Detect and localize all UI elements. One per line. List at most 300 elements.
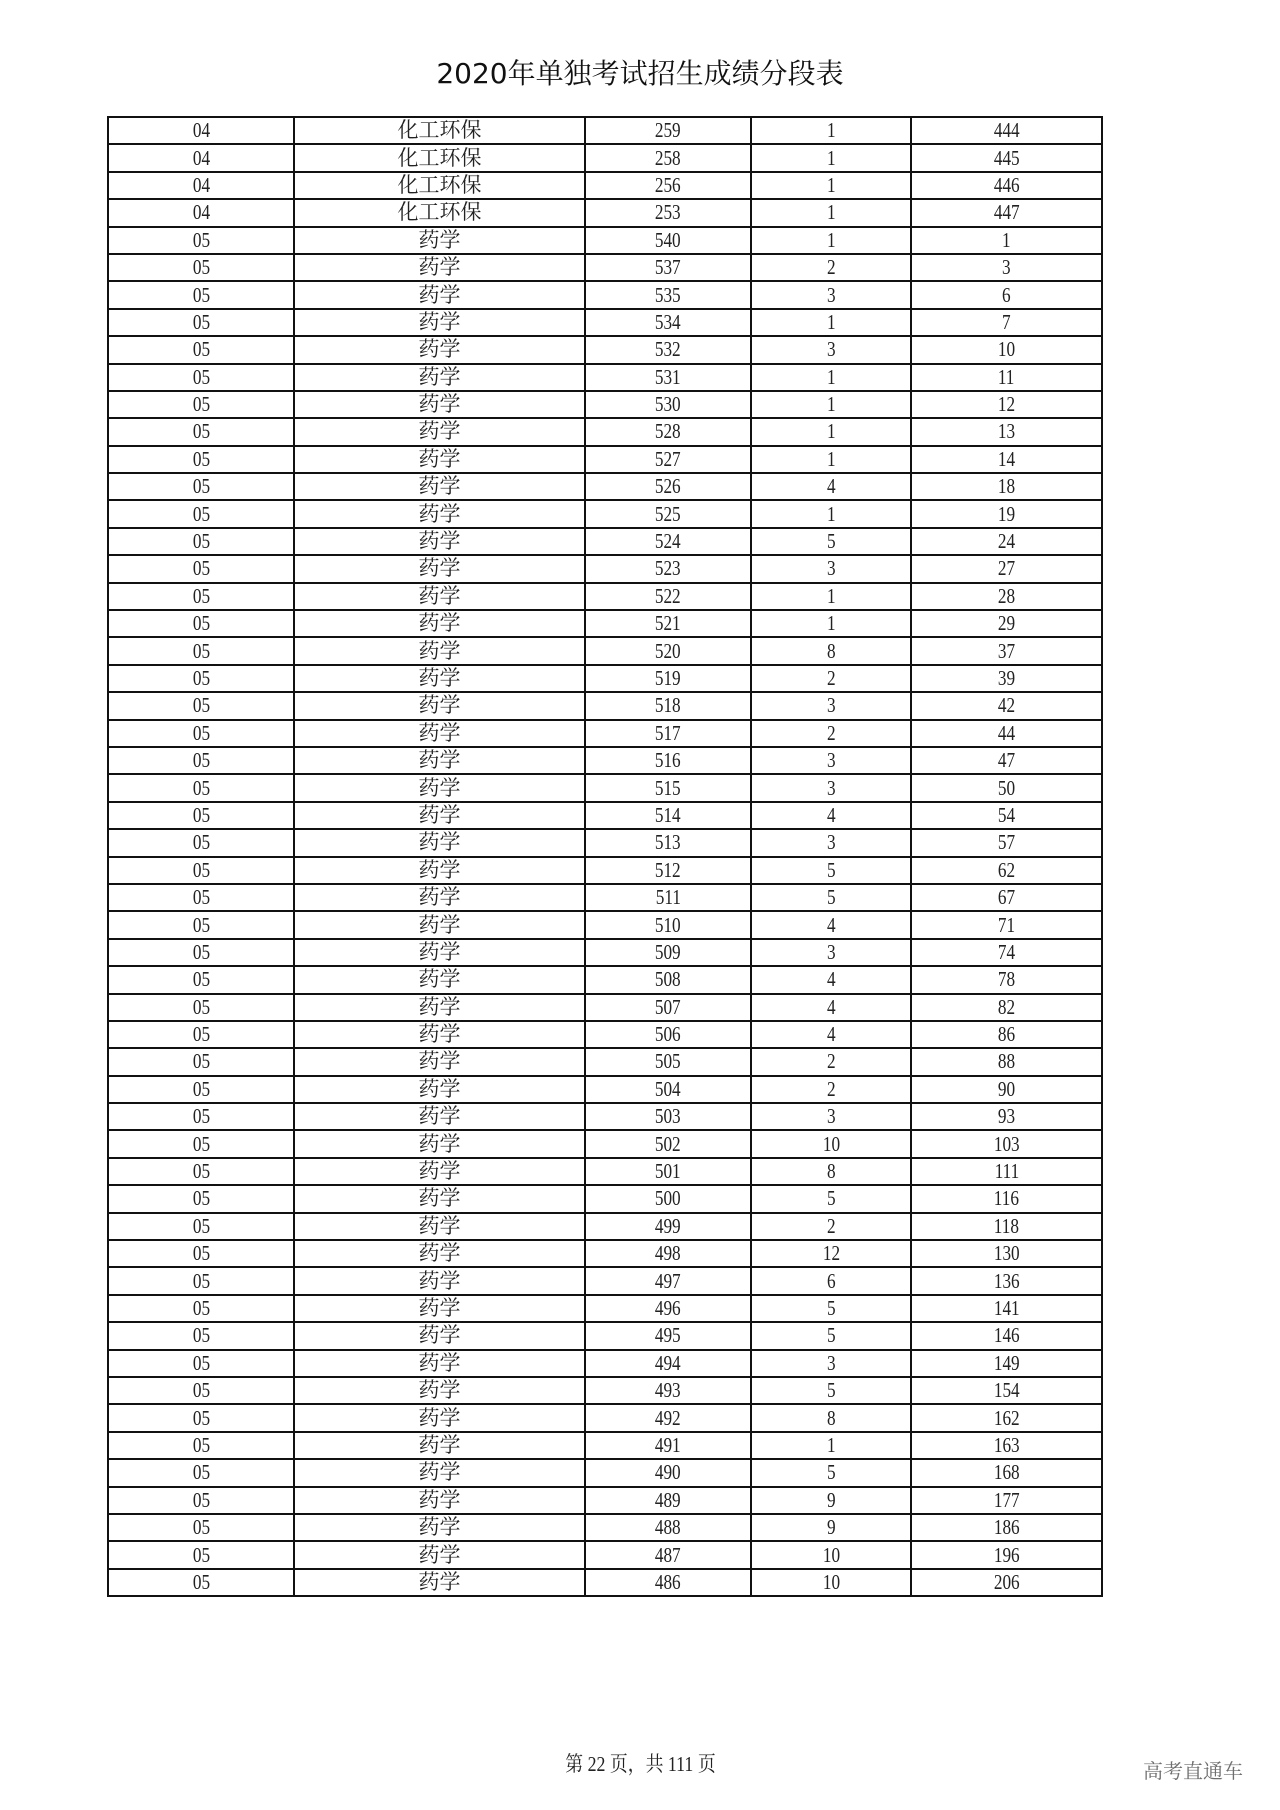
count-cell	[751, 1048, 911, 1075]
cumulative-count-cell-text: 27	[997, 556, 1016, 581]
cumulative-count-cell-text: 42	[997, 693, 1016, 718]
category-name-cell	[294, 747, 585, 774]
cumulative-count-cell	[911, 747, 1102, 774]
category-name-cell	[294, 1021, 585, 1048]
table-row	[108, 1569, 1102, 1596]
category-name-cell	[294, 1076, 585, 1103]
count-cell	[751, 117, 911, 144]
table-row	[108, 1322, 1102, 1349]
score-cell	[585, 802, 751, 829]
cumulative-count-cell-text: 44	[997, 720, 1016, 745]
table-row	[108, 336, 1102, 363]
category-code-cell-text: 05	[192, 337, 210, 362]
table-body	[108, 117, 1102, 1596]
category-code-cell-text: 05	[192, 1515, 210, 1540]
table-row	[108, 500, 1102, 527]
count-cell	[751, 747, 911, 774]
category-name-cell	[294, 884, 585, 911]
score-cell-text: 520	[655, 638, 681, 663]
score-cell	[585, 1158, 751, 1185]
table-row	[108, 1240, 1102, 1267]
score-cell-text: 526	[655, 474, 681, 499]
cumulative-count-cell-text: 29	[997, 611, 1016, 636]
cumulative-count-cell	[911, 610, 1102, 637]
category-name-cell-text: 药学	[418, 501, 461, 526]
table-row	[108, 1404, 1102, 1431]
score-cell-text: 258	[655, 145, 681, 170]
count-cell-text: 3	[826, 556, 836, 581]
category-name-cell-text: 药学	[418, 474, 461, 499]
cumulative-count-cell-text: 445	[993, 145, 1020, 170]
cumulative-count-cell	[911, 446, 1102, 473]
category-code-cell-text: 05	[192, 1323, 210, 1348]
category-name-cell-text: 药学	[418, 419, 461, 444]
category-name-cell	[294, 144, 585, 171]
page-number-text: 第 22 页，共 111 页	[564, 1752, 716, 1776]
category-code-cell-text: 05	[192, 939, 210, 964]
score-cell-text: 532	[655, 337, 681, 362]
category-code-cell	[108, 1048, 294, 1075]
score-cell-text: 509	[655, 939, 681, 964]
count-cell	[751, 1432, 911, 1459]
category-code-cell	[108, 829, 294, 856]
cumulative-count-cell	[911, 1076, 1102, 1103]
category-code-cell	[108, 1459, 294, 1486]
score-cell	[585, 774, 751, 801]
table-row	[108, 1459, 1102, 1486]
cumulative-count-cell-text: 74	[997, 939, 1016, 964]
category-name-cell	[294, 364, 585, 391]
count-cell-text: 1	[826, 172, 836, 197]
count-cell-text: 3	[826, 693, 836, 718]
category-name-cell-text: 药学	[418, 1542, 461, 1567]
category-code-cell	[108, 665, 294, 692]
cumulative-count-cell	[911, 418, 1102, 445]
score-cell-text: 494	[655, 1350, 681, 1375]
score-cell-text: 523	[655, 556, 681, 581]
cumulative-count-cell	[911, 500, 1102, 527]
count-cell-text: 3	[826, 830, 836, 855]
table-row	[108, 583, 1102, 610]
count-cell	[751, 637, 911, 664]
cumulative-count-cell	[911, 1322, 1102, 1349]
cumulative-count-cell	[911, 1514, 1102, 1541]
score-cell	[585, 364, 751, 391]
table-row	[108, 172, 1102, 199]
score-cell-text: 489	[655, 1487, 681, 1512]
cumulative-count-cell-text: 446	[993, 172, 1020, 197]
cumulative-count-cell	[911, 1103, 1102, 1130]
count-cell	[751, 720, 911, 747]
cumulative-count-cell-text: 13	[997, 419, 1016, 444]
score-distribution-table	[107, 116, 1103, 1597]
score-cell	[585, 1130, 751, 1157]
category-code-cell-text: 05	[192, 830, 210, 855]
table-row	[108, 884, 1102, 911]
cumulative-count-cell	[911, 802, 1102, 829]
category-name-cell	[294, 1158, 585, 1185]
table-row	[108, 994, 1102, 1021]
category-name-cell-text: 药学	[418, 1295, 461, 1320]
table-row	[108, 610, 1102, 637]
category-name-cell-text: 药学	[418, 885, 461, 910]
table-row	[108, 227, 1102, 254]
category-code-cell	[108, 1130, 294, 1157]
score-cell-text: 488	[655, 1515, 681, 1540]
count-cell	[751, 884, 911, 911]
count-cell-text: 1	[826, 501, 836, 526]
category-code-cell-text: 05	[192, 912, 210, 937]
category-name-cell-text: 药学	[418, 446, 461, 471]
count-cell	[751, 1240, 911, 1267]
cumulative-count-cell-text: 447	[993, 200, 1020, 225]
score-cell-text: 493	[655, 1378, 681, 1403]
table-row	[108, 774, 1102, 801]
count-cell	[751, 829, 911, 856]
category-code-cell-text: 05	[192, 775, 210, 800]
category-code-cell-text: 05	[192, 419, 210, 444]
cumulative-count-cell-text: 206	[993, 1569, 1020, 1594]
category-code-cell-text: 05	[192, 885, 210, 910]
table-row	[108, 966, 1102, 993]
score-cell	[585, 1103, 751, 1130]
cumulative-count-cell-text: 19	[997, 501, 1016, 526]
category-name-cell	[294, 117, 585, 144]
category-name-cell	[294, 966, 585, 993]
table-row	[108, 555, 1102, 582]
score-cell	[585, 911, 751, 938]
count-cell	[751, 1322, 911, 1349]
count-cell	[751, 199, 911, 226]
cumulative-count-cell-text: 37	[997, 638, 1016, 663]
category-name-cell	[294, 1404, 585, 1431]
table-row	[108, 665, 1102, 692]
count-cell-text: 10	[822, 1569, 840, 1594]
score-cell	[585, 1404, 751, 1431]
score-cell-text: 514	[655, 802, 681, 827]
category-code-cell-text: 05	[192, 446, 210, 471]
cumulative-count-cell-text: 162	[993, 1405, 1020, 1430]
category-code-cell-text: 05	[192, 1213, 210, 1238]
cumulative-count-cell	[911, 1569, 1102, 1596]
category-name-cell	[294, 829, 585, 856]
cumulative-count-cell-text: 10	[997, 337, 1016, 362]
category-code-cell	[108, 1514, 294, 1541]
category-code-cell	[108, 939, 294, 966]
category-code-cell	[108, 720, 294, 747]
count-cell-text: 1	[826, 364, 836, 389]
category-code-cell-text: 05	[192, 1268, 210, 1293]
category-code-cell-text: 05	[192, 638, 210, 663]
count-cell	[751, 1459, 911, 1486]
cumulative-count-cell	[911, 720, 1102, 747]
score-cell	[585, 528, 751, 555]
count-cell	[751, 528, 911, 555]
table-row	[108, 281, 1102, 308]
score-cell-text: 513	[655, 830, 681, 855]
cumulative-count-cell	[911, 364, 1102, 391]
table-row	[108, 473, 1102, 500]
cumulative-count-cell	[911, 829, 1102, 856]
category-code-cell-text: 04	[192, 145, 210, 170]
category-code-cell	[108, 227, 294, 254]
score-cell-text: 507	[655, 994, 681, 1019]
table-row	[108, 1048, 1102, 1075]
cumulative-count-cell-text: 177	[993, 1487, 1020, 1512]
table-row	[108, 802, 1102, 829]
category-code-cell	[108, 774, 294, 801]
count-cell	[751, 994, 911, 1021]
category-name-cell	[294, 254, 585, 281]
count-cell-text: 3	[826, 282, 836, 307]
cumulative-count-cell-text: 141	[993, 1295, 1020, 1320]
category-name-cell-text: 药学	[418, 1323, 461, 1348]
cumulative-count-cell	[911, 254, 1102, 281]
category-name-cell-text: 药学	[418, 227, 461, 252]
score-cell	[585, 610, 751, 637]
category-code-cell	[108, 747, 294, 774]
category-name-cell	[294, 391, 585, 418]
score-cell-text: 487	[655, 1542, 681, 1567]
count-cell-text: 3	[826, 1104, 836, 1129]
count-cell	[751, 665, 911, 692]
category-code-cell	[108, 1322, 294, 1349]
score-cell	[585, 1048, 751, 1075]
score-cell-text: 515	[655, 775, 681, 800]
count-cell-text: 1	[826, 200, 836, 225]
count-cell-text: 8	[826, 638, 836, 663]
cumulative-count-cell-text: 71	[997, 912, 1016, 937]
score-cell	[585, 692, 751, 719]
cumulative-count-cell	[911, 1432, 1102, 1459]
category-code-cell-text: 05	[192, 1022, 210, 1047]
category-code-cell-text: 05	[192, 994, 210, 1019]
cumulative-count-cell-text: 88	[997, 1049, 1016, 1074]
cumulative-count-cell	[911, 1541, 1102, 1568]
category-code-cell	[108, 473, 294, 500]
score-cell	[585, 336, 751, 363]
category-code-cell-text: 05	[192, 1104, 210, 1129]
category-code-cell	[108, 309, 294, 336]
cumulative-count-cell	[911, 1021, 1102, 1048]
score-cell	[585, 1295, 751, 1322]
count-cell-text: 8	[826, 1405, 836, 1430]
category-code-cell	[108, 1103, 294, 1130]
score-cell-text: 495	[655, 1323, 681, 1348]
score-cell-text: 527	[655, 446, 681, 471]
count-cell	[751, 364, 911, 391]
category-code-cell-text: 05	[192, 282, 210, 307]
count-cell-text: 2	[826, 1213, 836, 1238]
cumulative-count-cell	[911, 692, 1102, 719]
category-code-cell-text: 05	[192, 693, 210, 718]
count-cell-text: 3	[826, 337, 836, 362]
count-cell	[751, 692, 911, 719]
score-cell-text: 504	[655, 1076, 681, 1101]
cumulative-count-cell	[911, 1158, 1102, 1185]
category-code-cell	[108, 528, 294, 555]
score-cell-text: 535	[655, 282, 681, 307]
category-name-cell-text: 药学	[418, 529, 461, 554]
cumulative-count-cell-text: 62	[997, 857, 1016, 882]
count-cell-text: 5	[826, 1460, 836, 1485]
count-cell-text: 2	[826, 1049, 836, 1074]
score-cell-text: 497	[655, 1268, 681, 1293]
count-cell-text: 8	[826, 1159, 836, 1184]
category-name-cell-text: 药学	[418, 1022, 461, 1047]
category-name-cell-text: 药学	[418, 364, 461, 389]
category-code-cell	[108, 966, 294, 993]
cumulative-count-cell-text: 86	[997, 1022, 1016, 1047]
score-cell	[585, 254, 751, 281]
category-name-cell	[294, 720, 585, 747]
category-code-cell	[108, 1541, 294, 1568]
cumulative-count-cell	[911, 117, 1102, 144]
category-name-cell	[294, 583, 585, 610]
cumulative-count-cell	[911, 939, 1102, 966]
count-cell	[751, 336, 911, 363]
score-cell	[585, 583, 751, 610]
category-name-cell-text: 药学	[418, 1186, 461, 1211]
category-code-cell	[108, 144, 294, 171]
category-name-cell	[294, 418, 585, 445]
count-cell-text: 5	[826, 1295, 836, 1320]
cumulative-count-cell	[911, 1295, 1102, 1322]
score-cell-text: 511	[655, 885, 681, 910]
cumulative-count-cell	[911, 172, 1102, 199]
count-cell	[751, 473, 911, 500]
category-name-cell	[294, 1459, 585, 1486]
category-name-cell	[294, 1130, 585, 1157]
count-cell	[751, 610, 911, 637]
category-code-cell-text: 05	[192, 1378, 210, 1403]
category-code-cell-text: 05	[192, 857, 210, 882]
count-cell-text: 1	[826, 227, 836, 252]
score-cell-text: 508	[655, 967, 681, 992]
category-code-cell-text: 05	[192, 748, 210, 773]
score-cell	[585, 1185, 751, 1212]
category-code-cell-text: 05	[192, 666, 210, 690]
table-row	[108, 1021, 1102, 1048]
score-cell-text: 518	[655, 693, 681, 718]
count-cell-text: 5	[826, 1378, 836, 1403]
category-name-cell	[294, 227, 585, 254]
score-cell-text: 253	[655, 200, 681, 225]
cumulative-count-cell	[911, 1350, 1102, 1377]
cumulative-count-cell	[911, 1404, 1102, 1431]
score-cell-text: 522	[655, 583, 681, 608]
category-code-cell-text: 05	[192, 255, 210, 280]
category-name-cell-text: 药学	[418, 1460, 461, 1485]
score-cell	[585, 1076, 751, 1103]
cumulative-count-cell	[911, 857, 1102, 884]
score-cell	[585, 1541, 751, 1568]
cumulative-count-cell-text: 163	[993, 1432, 1020, 1457]
score-cell-text: 531	[655, 364, 681, 389]
score-cell-text: 499	[655, 1213, 681, 1238]
cumulative-count-cell	[911, 555, 1102, 582]
cumulative-count-cell	[911, 473, 1102, 500]
count-cell	[751, 1130, 911, 1157]
category-code-cell-text: 05	[192, 1241, 210, 1266]
category-name-cell-text: 化工环保	[397, 200, 482, 225]
count-cell	[751, 1541, 911, 1568]
category-name-cell	[294, 199, 585, 226]
score-cell	[585, 172, 751, 199]
category-code-cell	[108, 1295, 294, 1322]
category-name-cell-text: 药学	[418, 830, 461, 855]
count-cell	[751, 1377, 911, 1404]
category-name-cell-text: 药学	[418, 1378, 461, 1403]
cumulative-count-cell	[911, 1240, 1102, 1267]
count-cell	[751, 172, 911, 199]
count-cell-text: 2	[826, 666, 836, 690]
table-row	[108, 364, 1102, 391]
score-cell-text: 519	[655, 666, 681, 690]
score-cell-text: 525	[655, 501, 681, 526]
score-cell	[585, 473, 751, 500]
count-cell	[751, 1158, 911, 1185]
cumulative-count-cell-text: 111	[994, 1159, 1019, 1184]
category-name-cell	[294, 281, 585, 308]
score-cell-text: 510	[655, 912, 681, 937]
cumulative-count-cell-text: 196	[993, 1542, 1020, 1567]
cumulative-count-cell-text: 67	[997, 885, 1016, 910]
count-cell	[751, 1267, 911, 1294]
category-name-cell-text: 药学	[418, 748, 461, 773]
count-cell	[751, 1487, 911, 1514]
category-name-cell-text: 药学	[418, 775, 461, 800]
cumulative-count-cell-text: 444	[993, 118, 1020, 143]
category-code-cell	[108, 1487, 294, 1514]
cumulative-count-cell	[911, 1130, 1102, 1157]
score-cell-text: 537	[655, 255, 681, 280]
category-name-cell-text: 药学	[418, 1104, 461, 1129]
cumulative-count-cell-text: 57	[997, 830, 1016, 855]
category-code-cell	[108, 802, 294, 829]
score-cell-text: 530	[655, 392, 681, 417]
category-code-cell	[108, 1185, 294, 1212]
category-name-cell	[294, 500, 585, 527]
count-cell	[751, 227, 911, 254]
count-cell-text: 1	[826, 419, 836, 444]
cumulative-count-cell-text: 1	[1002, 227, 1011, 252]
category-name-cell	[294, 1048, 585, 1075]
category-name-cell-text: 药学	[418, 912, 461, 937]
category-name-cell	[294, 172, 585, 199]
category-code-cell-text: 05	[192, 1186, 210, 1211]
cumulative-count-cell	[911, 391, 1102, 418]
category-name-cell-text: 药学	[418, 1213, 461, 1238]
score-cell-text: 503	[655, 1104, 681, 1129]
score-cell	[585, 227, 751, 254]
category-name-cell-text: 药学	[418, 994, 461, 1019]
table-row	[108, 829, 1102, 856]
cumulative-count-cell	[911, 637, 1102, 664]
score-cell	[585, 829, 751, 856]
cumulative-count-cell-text: 47	[997, 748, 1016, 773]
count-cell	[751, 857, 911, 884]
cumulative-count-cell-text: 50	[997, 775, 1016, 800]
category-name-cell	[294, 1185, 585, 1212]
table-row	[108, 1377, 1102, 1404]
count-cell-text: 4	[826, 1022, 836, 1047]
score-cell	[585, 665, 751, 692]
score-cell-text: 521	[655, 611, 681, 636]
category-code-cell-text: 05	[192, 227, 210, 252]
count-cell	[751, 1076, 911, 1103]
table-row	[108, 1487, 1102, 1514]
